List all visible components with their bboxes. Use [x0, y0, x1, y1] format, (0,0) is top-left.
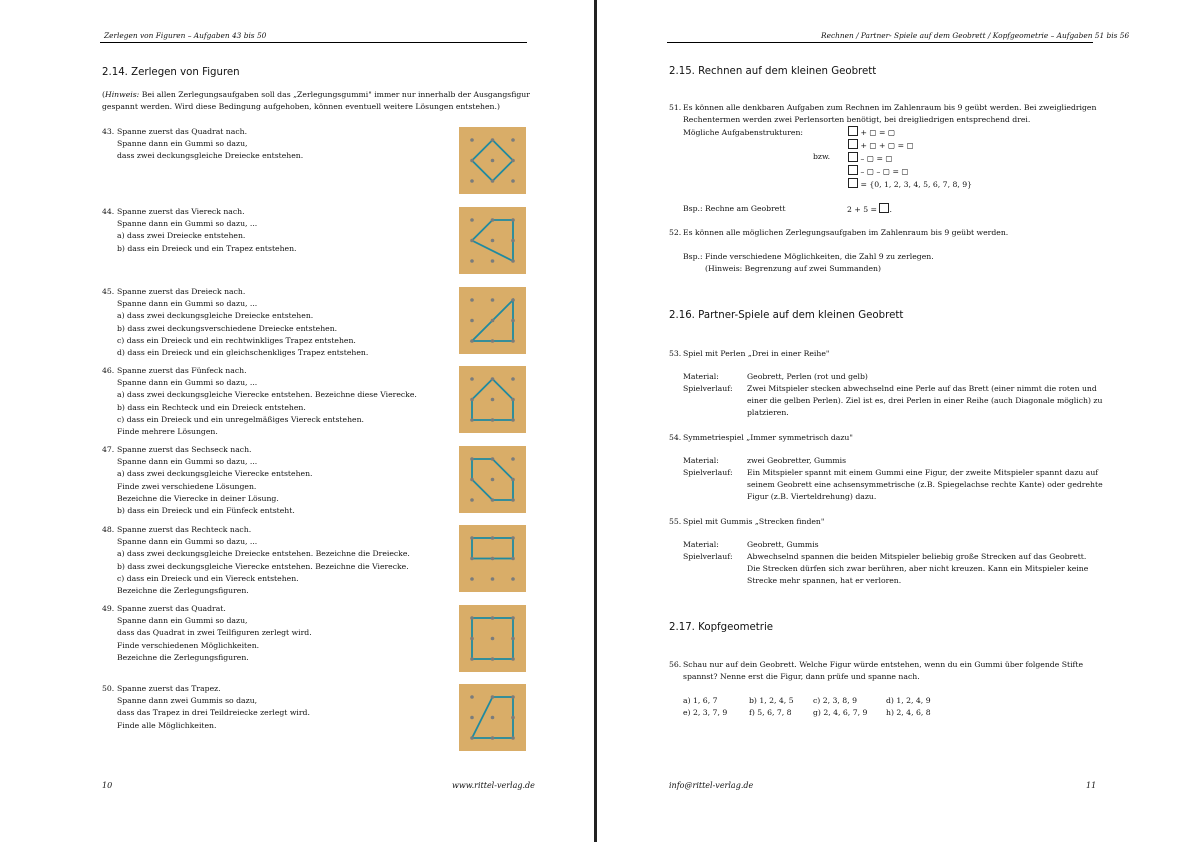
task-line: dass zwei deckungsgleiche Dreiecke entstehen.: [117, 151, 304, 161]
task-line: Spanne dann zwei Gummis so dazu,: [117, 696, 258, 706]
game-53-verlauf: Spielverlauf: Zwei Mitspieler stecken abwechselnd eine Perle auf das Brett (einer nimmt die roten und einer die gelben Perlen). Ziel ist es, drei Perlen in einer Reihe (auch Diagonale möglich) zu platzieren.: [683, 384, 1103, 418]
right-page: [597, 0, 1191, 842]
task-line: Spanne dann ein Gummi so dazu, ...: [117, 457, 258, 467]
game-54-material: Material: zwei Geobretter, Gummis: [683, 456, 847, 465]
example-52: Bsp.: Finde verschiedene Möglichkeiten, die Zahl 9 zu zerlegen. (Hinweis: Begrenzung auf zwei Summanden): [683, 252, 934, 274]
task-number: 55.: [669, 517, 682, 526]
task-line: a) dass zwei deckungsgleiche Vierecke entstehen.: [117, 469, 313, 479]
section-title-2-17: 2.17. Kopfgeometrie: [669, 622, 774, 633]
task-number: 49.: [102, 604, 115, 613]
task-number: 44.: [102, 207, 115, 216]
structure-row: + ▢ = ▢: [848, 126, 972, 139]
task-line: Spanne zuerst das Fünfeck nach.: [117, 366, 247, 375]
left-header-rule: [100, 42, 527, 43]
geoboard-image-50: [459, 684, 526, 751]
task-line: Finde verschiedenen Möglichkeiten.: [117, 640, 260, 650]
geoboard-image-48: [459, 525, 526, 592]
task-line: dass das Trapez in drei Teildreiecke zerlegt wird.: [117, 708, 310, 718]
task-line: Rechentermen werden zwei Perlensorten benötigt, bei dreigliedrigen entsprechend drei.: [683, 115, 1031, 125]
option-h: h) 2, 4, 6, 8: [886, 708, 931, 717]
option-b: b) 1, 2, 4, 5: [749, 696, 794, 705]
task-line: Spanne zuerst das Quadrat nach.: [117, 127, 248, 136]
task-line: Spanne zuerst das Trapez.: [117, 684, 221, 693]
footer-email-link[interactable]: info@rittel-verlag.de: [669, 781, 754, 790]
structure-row: – ▢ – ▢ = ▢: [848, 165, 972, 178]
task-line: a) dass zwei Dreiecke entstehen.: [117, 231, 246, 241]
section-title-2-15: 2.15. Rechnen auf dem kleinen Geobrett: [669, 66, 877, 77]
right-running-header: Rechnen / Partner- Spiele auf dem Geobrett / Kopfgeometrie – Aufgaben 51 bis 56: [821, 31, 1130, 40]
left-running-header: Zerlegen von Figuren – Aufgaben 43 bis 50: [104, 31, 267, 40]
task-line: a) dass zwei deckungsgleiche Dreiecke entstehen.: [117, 311, 314, 321]
right-header-rule: [667, 42, 1093, 43]
task-line: Bezeichne die Zerlegungsfiguren.: [117, 586, 249, 596]
task-number: 43.: [102, 127, 115, 136]
game-53-material: Material: Geobrett, Perlen (rot und gelb): [683, 372, 868, 381]
task-number: 56.: [669, 660, 682, 669]
task-number: 48.: [102, 525, 115, 534]
task-line: a) dass zwei deckungsgleiche Dreiecke entstehen. Bezeichne die Dreiecke.: [117, 549, 410, 559]
task-number: 54.: [669, 433, 682, 442]
structures-label: Mögliche Aufgabenstrukturen:: [683, 128, 803, 137]
task-line: Spanne dann ein Gummi so dazu, ...: [117, 219, 258, 229]
geoboard-image-46: [459, 366, 526, 433]
task-number: 52.: [669, 228, 682, 237]
right-page-number: 11: [1086, 781, 1097, 790]
task-line: Finde alle Möglichkeiten.: [117, 720, 217, 730]
option-a: a) 1, 6, 7: [683, 696, 718, 705]
task-line: Es können alle denkbaren Aufgaben zum Rechnen im Zahlenraum bis 9 geübt werden. Bei zweigliedrigen: [683, 103, 1097, 112]
game-54-verlauf: Spielverlauf: Ein Mitspieler spannt mit einem Gummi eine Figur, der zweite Mitspieler spannt dazu auf seinem Geobrett eine achsensymmetrische (z.B. Spiegelachse rechte Kante) oder gedrehte Figur (z.B. Vierteldrehung) dazu.: [683, 468, 1103, 502]
option-c: c) 2, 3, 8, 9: [813, 696, 857, 705]
task-line: b) dass zwei deckungsverschiedene Dreiecke entstehen.: [117, 323, 338, 333]
hint-paragraph: (Hinweis: Bei allen Zerlegungsaufgaben soll das „Zerlegungsgummi" immer nur innerhalb der Ausgangsfigur gespannt werden. Wird diese Bedingung aufgehoben, können eventuell weitere Lösungen entstehen.): [102, 90, 530, 112]
task-line: Spanne zuerst das Rechteck nach.: [117, 525, 252, 534]
structure-list: [848, 126, 972, 191]
bzw-label: bzw.: [813, 152, 831, 161]
task-line: Es können alle möglichen Zerlegungsaufgaben im Zahlenraum bis 9 geübt werden.: [683, 228, 1009, 237]
task-number: 47.: [102, 445, 115, 454]
structure-row: + ▢ + ▢ = ▢: [848, 139, 972, 152]
structure-row: = {0, 1, 2, 3, 4, 5, 6, 7, 8, 9}: [848, 178, 972, 191]
task-number: 51.: [669, 103, 682, 112]
game-title: Symmetriespiel „Immer symmetrisch dazu": [683, 433, 853, 442]
section-title-2-14: 2.14. Zerlegen von Figuren: [102, 67, 240, 78]
geoboard-image-45: [459, 287, 526, 354]
game-title: Spiel mit Gummis „Strecken finden": [683, 517, 825, 526]
task-line: spannst? Nenne erst die Figur, dann prüfe und spanne nach.: [683, 672, 920, 682]
task-line: a) dass zwei deckungsgleiche Vierecke entstehen. Bezeichne diese Vierecke.: [117, 390, 417, 400]
hint-label: Hinweis:: [105, 90, 140, 99]
option-e: e) 2, 3, 7, 9: [683, 708, 728, 717]
example-51-label: Bsp.: Rechne am Geobrett: [683, 204, 786, 213]
option-f: f) 5, 6, 7, 8: [749, 708, 792, 717]
task-line: Finde mehrere Lösungen.: [117, 427, 218, 437]
task-line: b) dass ein Rechteck und ein Dreieck entstehen.: [117, 402, 306, 412]
task-number: 53.: [669, 349, 682, 358]
task-line: Spanne dann ein Gummi so dazu, ...: [117, 299, 258, 309]
task-line: Spanne dann ein Gummi so dazu, ...: [117, 537, 258, 547]
task-line: Spanne dann ein Gummi so dazu,: [117, 139, 248, 149]
task-line: b) dass ein Dreieck und ein Fünfeck entsteht.: [117, 506, 295, 516]
hint-text-1: Bei allen Zerlegungsaufgaben soll das „Zerlegungsgummi" immer nur innerhalb der Ausgangsfigur: [139, 90, 530, 99]
option-d: d) 1, 2, 4, 9: [886, 696, 931, 705]
task-line: Bezeichne die Zerlegungsfiguren.: [117, 652, 249, 662]
task-line: c) dass ein Dreieck und ein rechtwinkliges Trapez entstehen.: [117, 335, 356, 345]
geoboard-image-44: [459, 207, 526, 274]
game-55-verlauf: Spielverlauf: Abwechselnd spannen die beiden Mitspieler beliebig große Strecken auf das Geobrett. Die Strecken dürfen sich zwar berühren, aber nicht kreuzen. Kann ein Mitspieler keine Strecke mehr spannen, hat er verloren.: [683, 552, 1089, 586]
task-line: Spanne zuerst das Sechseck nach.: [117, 445, 252, 454]
task-line: Bezeichne die Vierecke in deiner Lösung.: [117, 493, 279, 503]
geoboard-image-43: [459, 127, 526, 194]
task-line: Spanne zuerst das Dreieck nach.: [117, 287, 246, 296]
left-page: [0, 0, 595, 842]
section-title-2-16: 2.16. Partner-Spiele auf dem kleinen Geobrett: [669, 310, 904, 321]
task-line: Schau nur auf dein Geobrett. Welche Figur würde entstehen, wenn du ein Gummi über folgende Stifte: [683, 660, 1084, 669]
geoboard-image-47: [459, 446, 526, 513]
left-page-number: 10: [102, 781, 113, 790]
game-title: Spiel mit Perlen „Drei in einer Reihe": [683, 349, 830, 358]
option-g: g) 2, 4, 6, 7, 9: [813, 708, 868, 717]
task-number: 50.: [102, 684, 115, 693]
task-line: c) dass ein Dreieck und ein Viereck entstehen.: [117, 573, 299, 583]
example-51-expression: 2 + 5 = .: [847, 205, 892, 214]
task-line: d) dass ein Dreieck und ein gleichschenkliges Trapez entstehen.: [117, 348, 369, 358]
task-line: c) dass ein Dreieck und ein unregelmäßiges Viereck entstehen.: [117, 414, 364, 424]
task-line: dass das Quadrat in zwei Teilfiguren zerlegt wird.: [117, 628, 312, 638]
task-line: Spanne zuerst das Quadrat.: [117, 604, 226, 613]
task-line: Spanne zuerst das Viereck nach.: [117, 207, 245, 216]
hint-text-2: gespannt werden. Wird diese Bedingung aufgehoben, können eventuell weitere Lösungen entstehen.): [102, 102, 500, 112]
task-line: Finde zwei verschiedene Lösungen.: [117, 481, 257, 491]
task-number: 46.: [102, 366, 115, 375]
task-line: Spanne dann ein Gummi so dazu, ...: [117, 378, 258, 388]
task-line: Spanne dann ein Gummi so dazu,: [117, 616, 248, 626]
task-line: b) dass zwei deckungsgleiche Vierecke entstehen. Bezeichne die Vierecke.: [117, 561, 409, 571]
game-55-material: Material: Geobrett, Gummis: [683, 540, 819, 549]
structure-row: – ▢ = ▢: [848, 152, 972, 165]
task-line: b) dass ein Dreieck und ein Trapez entstehen.: [117, 243, 297, 253]
task-number: 45.: [102, 287, 115, 296]
footer-website-link[interactable]: www.rittel-verlag.de: [452, 781, 535, 790]
geoboard-image-49: [459, 605, 526, 672]
